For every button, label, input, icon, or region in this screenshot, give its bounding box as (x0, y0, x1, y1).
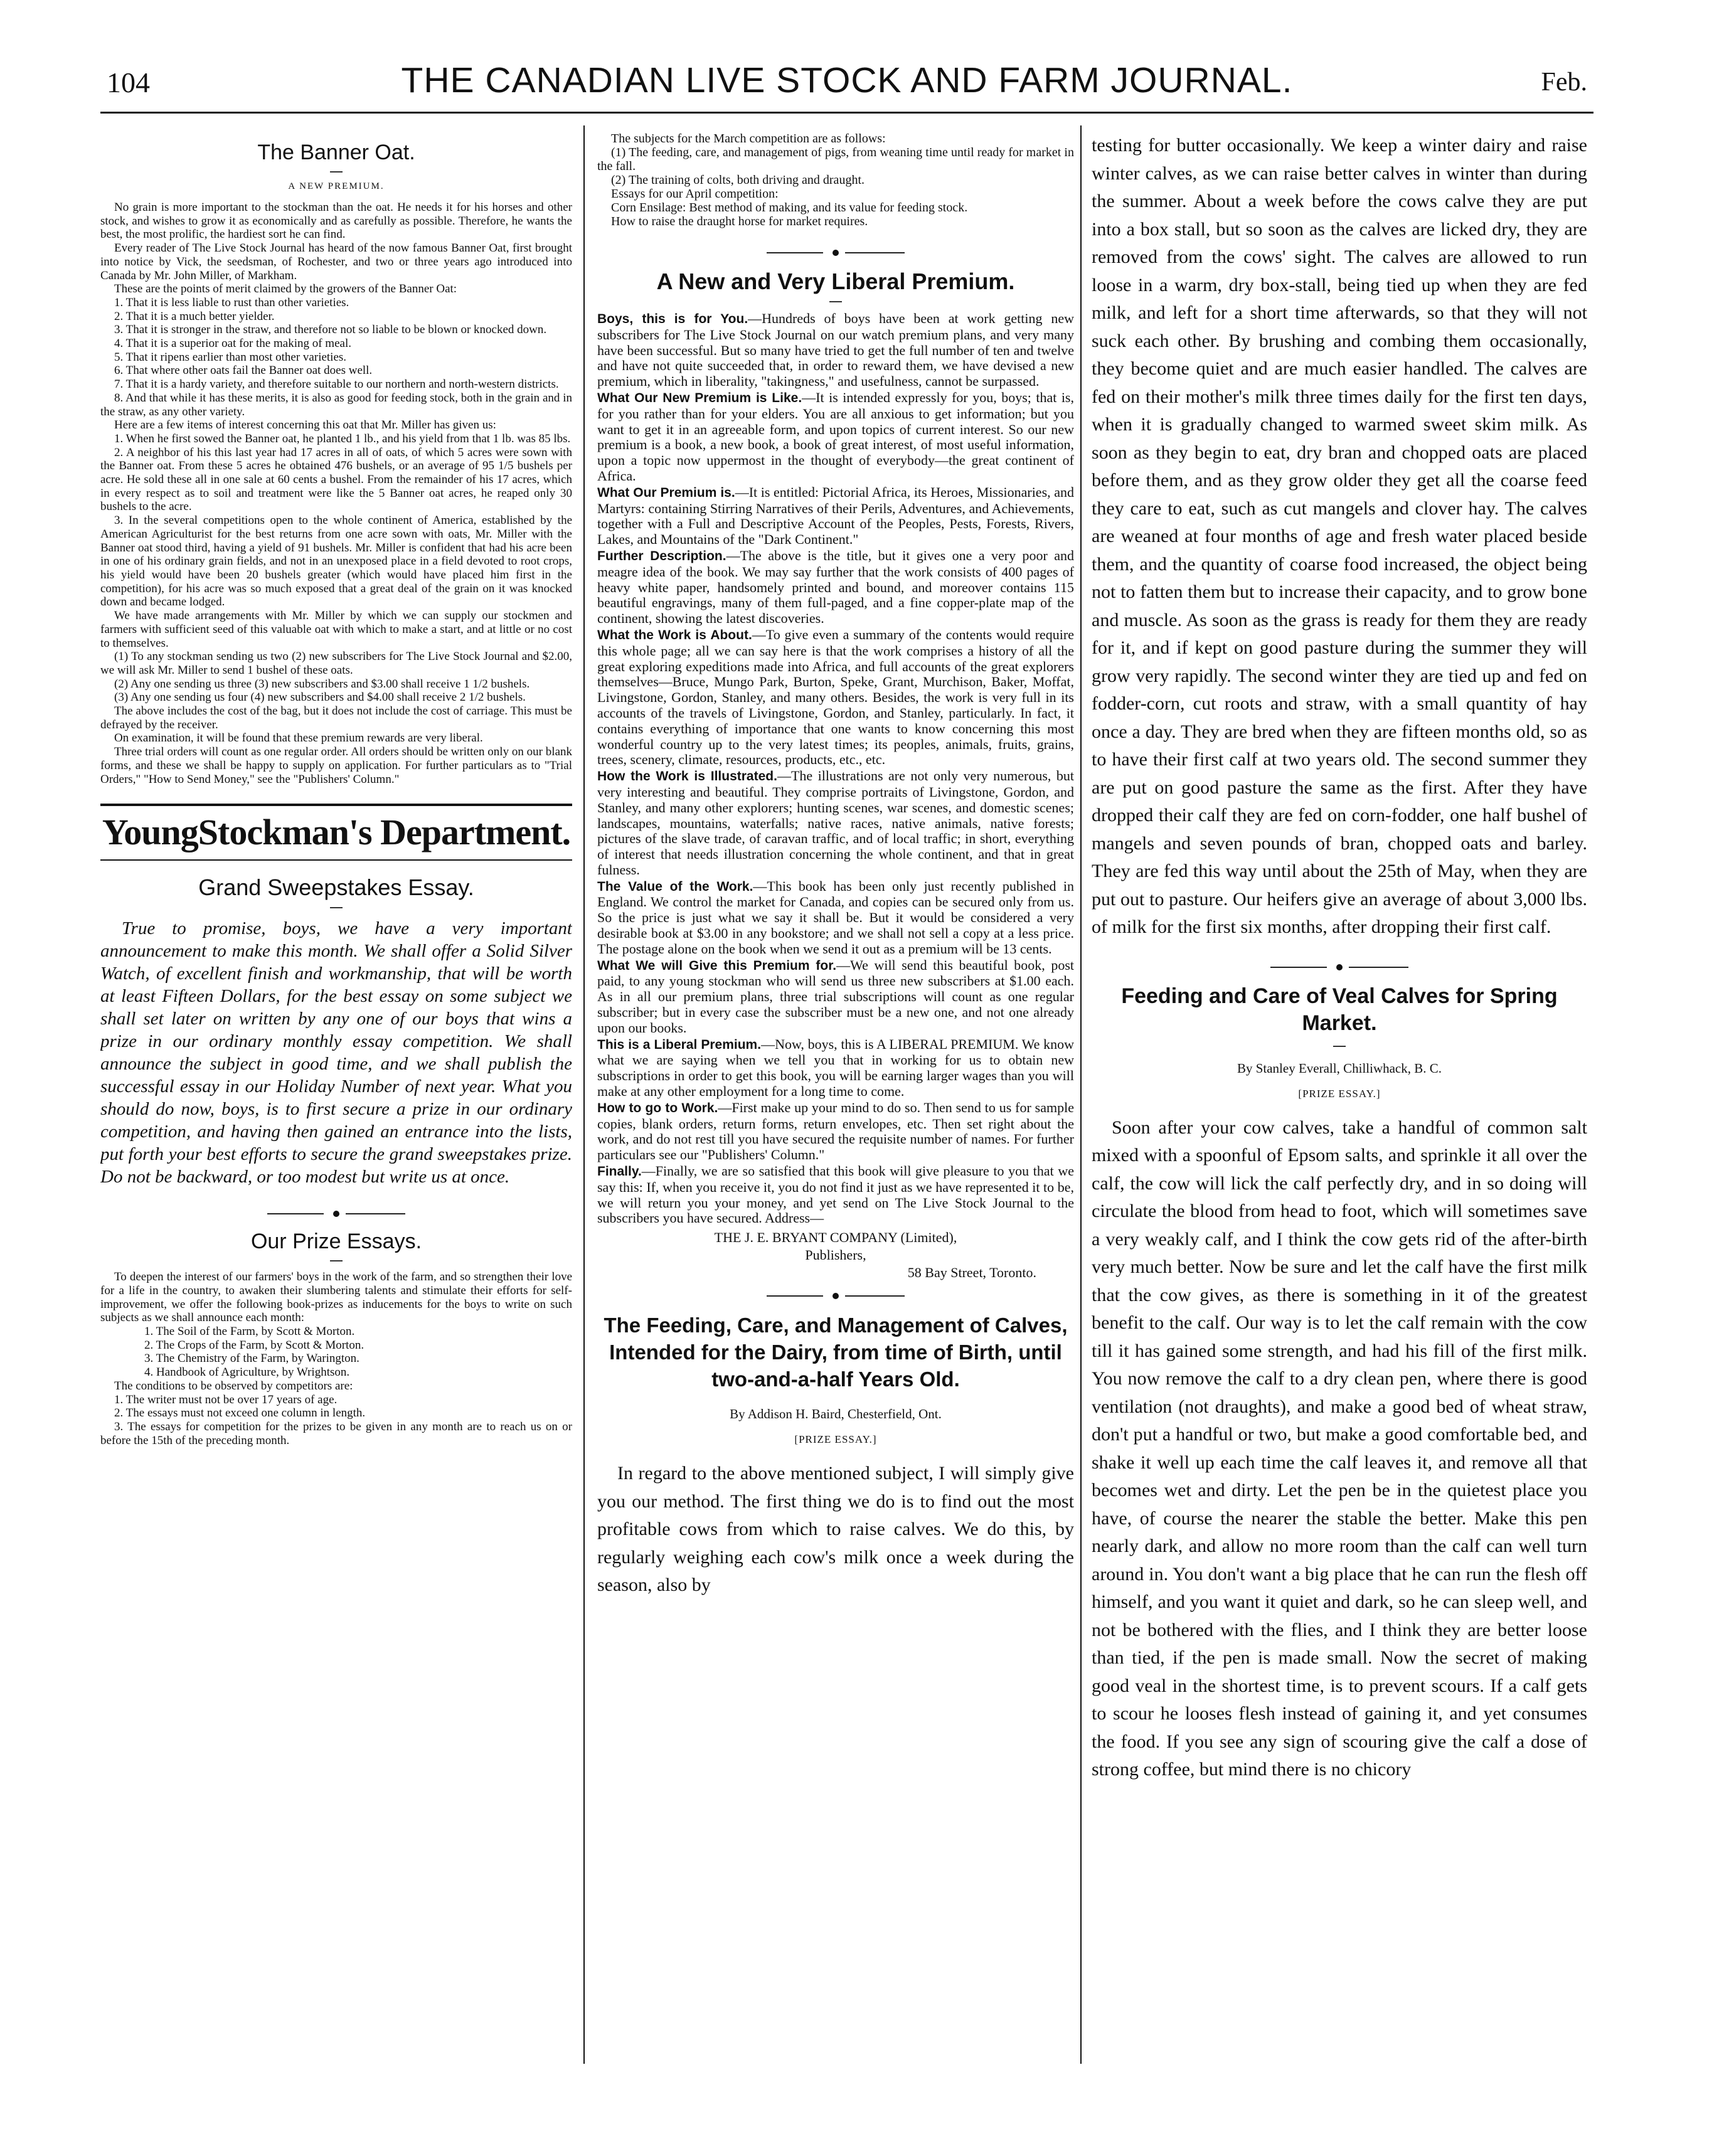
premium-paragraph: How the Work is Illustrated.—The illustrations are not only very numerous, but very interesting and beautiful. They comprise portraits of Livingstone, Gordon, and Stanley, and many other explorers; hunting scenes, war scenes, and domestic scenes; landscapes, mountains, waterfalls; native races, native animals, native forests; pictures of the slave trade, of caravan traffic, and of local traffic; in short, everything of interest that needs illustration concerning the whole continent, and that in great fulness. (597, 768, 1074, 878)
calves-continued (1092, 132, 1587, 942)
list-item: 2. That it is a much better yielder. (114, 309, 275, 323)
paragraph: In regard to the above mentioned subject, I will simply give you our method. The first thing we do is to find out the most profitable cows from which to raise calves. We do this, by regularly weighing each cow's milk once a week during the season, also by (597, 1463, 1074, 1596)
calves-title: The Feeding, Care, and Management of Calves, Intended for the Dairy, from time of Birth, until two-and-a-half Years Old. (604, 1314, 1068, 1391)
list-item: 5. That it ripens earlier than most other varieties. (114, 350, 347, 364)
veal-body (1092, 1114, 1587, 1784)
ornamental-divider (1270, 960, 1408, 974)
page-number: 104 (107, 66, 150, 98)
paragraph: (3) Any one sending us four (4) new subscribers and $4.00 shall receive 2 1/2 bushels. (114, 691, 526, 704)
paragraph: (1) To any stockman sending us two (2) new subscribers for The Live Stock Journal and $2.00, we will ask Mr. Miller to send 1 bushel of these oats. (100, 650, 572, 677)
header-rule (100, 112, 1593, 114)
publisher-signature (597, 1229, 1074, 1282)
ornamental-divider (267, 1207, 405, 1221)
list-item: 1. That it is less liable to rust than other varieties. (114, 295, 349, 309)
masthead (107, 60, 1587, 107)
company-name: THE J. E. BRYANT COMPANY (Limited), (714, 1229, 957, 1246)
premium-paragraph: Finally.—Finally, we are so satisfied that this book will give pleasure to you that we say this: If, when you receive it, you do not find it just as we have represented it to be, we will return you your money, and yet send on The Live Stock Journal to the subscribers you have secured. Address— (597, 1163, 1074, 1226)
section-rule (100, 859, 572, 861)
premium-paragraph: What We will Give this Premium for.—We will send this beautiful book, post paid, to any young stockman who will send us three new subscribers at $1.00 each. As in all our premium plans, three trial subscriptions will count as one regular subscriber; but in every case the subscriber must be a new one, and not one already upon our books. (597, 957, 1074, 1036)
article-body (100, 201, 572, 786)
paragraph: Soon after your cow calves, take a handful of common salt mixed with a spoonful of Epsom salts, and sprinkle it all over the calf, the cow will lick the calf perfectly dry, and in so doing will circulate the blood from head to foot, which will sometimes save a very weakly calf, and I think the cow gets rid of the after-birth very much better. Now be sure and let the calf have the first milk that the cow gives, as there is something in it of the greatest benefit to the calf. Our way is to let the calf remain with the cow till it has gained some strength, and had his fill of the first milk. You now remove the calf to a dry clean pen, where there is good ventilation (not draughts), and make a good bed of wheat straw, don't put a handful or two, but make a good comfortable bed, and shake it well up each time the calf leaves it, and remove all that becomes wet and dirty. Let the pen be in the quietest place you have, of course the nearer the stable the better. Make this pen nearly dark, and allow no more room than the calf can well turn around in. You don't want a big place that he can run the flesh off himself, and you want it quiet and dark, so he can sleep well, and not be bothered with the flies, and I think they are better loose than tied, if the pen is made small. Now the secret of making good veal in the shortest time, is to prevent scours. If a calf gets to scour he looses flesh instead of gaining it, and yet consumes the food. If you see any sign of scouring give the calf a dose of strong coffee, but mind there is no chicory (1092, 1117, 1587, 1780)
list-item: Essays for our April competition: (611, 187, 779, 201)
list-item: 1. The Soil of the Farm, by Scott & Morton. (144, 1325, 355, 1339)
list-item: 4. Handbook of Agriculture, by Wrightson. (144, 1366, 350, 1379)
paragraph: These are the points of merit claimed by the growers of the Banner Oat: (114, 282, 457, 296)
article-title: The Banner Oat. (257, 141, 415, 164)
banner-oat-article (100, 141, 572, 786)
premium-paragraph: This is a Liberal Premium.—Now, boys, this is A LIBERAL PREMIUM. We know what we are saying when we tell you that in working for us to obtain new subscriptions in order to get this book, you will be earning larger wages than you will make at any other employment for a long time to come. (597, 1036, 1074, 1100)
list-item: (2) The training of colts, both driving and draught. (611, 173, 864, 187)
list-item: (1) The feeding, care, and management of pigs, from weaning time until ready for market in the fall. (597, 146, 1074, 173)
paragraph: 1. When he first sowed the Banner oat, he planted 1 lb., and his yield from that 1 lb. was 85 lbs. (114, 432, 571, 445)
paragraph: (2) Any one sending us three (3) new subscribers and $3.00 shall receive 1 1/2 bushels. (114, 677, 530, 691)
premium-paragraph: Further Description.—The above is the title, but it gives one a very poor and meagre idea of the book. We may say further that the work consists of 400 pages of heavy white paper, handsomely printed and bound, and moreover contains 115 beautiful engravings, many of them full-paged, and a fine copper-plate map of the continent, showing the latest discoveries. (597, 547, 1074, 627)
paragraph: 3. In the several competitions open to the whole continent of America, established by the American Agriculturist for the best returns from one acre sown with oats, Mr. Miller with the Banner oat stood third, having a yield of 91 bushels. Mr. Miller is confident that had his acre been in one of his ordinary grain fields, and not in an unexposed place in a field devoted to root crops, his yield would have been 20 bushels greater (which would have placed him first in the competition), for his acre was so much exposed that a great deal of the grain on it was knocked down and became lodged. (100, 514, 572, 609)
column-divider-left (583, 125, 585, 2064)
paragraph: Three trial orders will count as one regular order. All orders should be written only on our blank forms, and these we shall be happy to supply on application. For further particulars as to "Trial Orders," "How to Send Money," see the "Publishers' Column." (100, 745, 572, 786)
prize-essay-tag: [PRIZE ESSAY.] (794, 1433, 877, 1446)
publisher-label: Publishers, (805, 1247, 866, 1263)
premium-paragraph: The Value of the Work.—This book has been only just recently published in England. We control the market for Canada, and copies can be secured only from us. So the price is just what we say it shall be. But it would be considered a very desirable book at $3.00 in any bookstore; and we shall not sell a copy at a less price. The postage alone on the book when we send it out as a premium will be 13 cents. (597, 878, 1074, 957)
journal-title: THE CANADIAN LIVE STOCK AND FARM JOURNAL. (401, 60, 1293, 100)
ornamental-divider (767, 1289, 905, 1303)
list-item: 2. The essays must not exceed one column in length. (114, 1406, 366, 1420)
paragraph: The conditions to be observed by competitors are: (114, 1379, 353, 1393)
ornamental-divider (767, 246, 905, 260)
premium-paragraph: What Our New Premium is Like.—It is intended expressly for you, boys; that is, for you rather than for your elders. You are all anxious to get information; but you want to get it in an agreeable form, and upon topics of current interest. So our new premium is a book, a new book, a book of great interest, of most useful information, upon a topic now uppermost in the thought of everybody—the great continent of Africa. (597, 389, 1074, 484)
paragraph: To deepen the interest of our farmers' boys in the work of the farm, and so strengthen their love for a life in the country, to awaken their slumbering talents and stimulate their efforts for self-improvement, we offer the following book-prizes as inducements for the boys to write on such subjects as we shall announce each month: (100, 1270, 572, 1325)
paragraph: True to promise, boys, we have a very important announcement to make this month. We shall offer a Solid Silver Watch, of excellent finish and workmanship, that will be worth at least Fifteen Dollars, for the best essay on some subject we shall set later on written by any one of our boys that wins a prize in our ordinary monthly essay competition. We shall announce the subject in good time, and we shall publish the successful essay in our Holiday Number of next year. What you should do now, boys, is to first secure a prize in our ordinary competition, and having then gained an entrance into the lists, put forth your best efforts to secure the grand sweepstakes prize. Do not be backward, or too modest but write us at once. (100, 918, 572, 1187)
divider (330, 1260, 343, 1261)
department-title: YoungStockman's Department. (102, 812, 571, 853)
prize-essays-title: Our Prize Essays. (250, 1229, 422, 1254)
list-item: 3. The essays for competition for the prizes to be given in any month are to reach us on or before the 15th of the preceding month. (100, 1420, 572, 1447)
issue-month: Feb. (1541, 68, 1587, 97)
section-rule (100, 804, 572, 806)
byline: By Stanley Everall, Chilliwhack, B. C. (1237, 1060, 1442, 1076)
premium-paragraph: What the Work is About.—To give even a summary of the contents would require this whole page; all we can say here is that the work comprises a history of all the great exploring expeditions made into Africa, and full accounts of the great explorers themselves—Bruce, Mungo Park, Burton, Speke, Grant, Murchison, Baker, Moffat, Livingstone, Gordon, Stanley, and many others. Besides, the work is very full in its accounts of the travels of Livingstone, Gordon, and Stanley, particularly. In fact, it contains everything of importance that one wants to know concerning this most wonderful country up to the very latest times; its peoples, animals, fruits, grains, trees, scenery, climate, resources, products, etc., etc. (597, 626, 1074, 768)
prize-essays-body (100, 1270, 572, 1447)
premium-title: A New and Very Liberal Premium. (656, 268, 1015, 294)
list-item: 3. The Chemistry of the Farm, by Warington. (144, 1352, 359, 1366)
paragraph: The above includes the cost of the bag, but it does not include the cost of carriage. This must be defrayed by the receiver. (100, 704, 572, 731)
paragraph: We have made arrangements with Mr. Miller by which we can supply our stockmen and farmers with sufficient seed of this valuable oat with which to make a start, and at little or no cost to themselves. (100, 609, 572, 650)
divider (829, 301, 842, 302)
list-item: 6. That where other oats fail the Banner oat does well. (114, 364, 373, 378)
list-item: 7. That it is a hardy variety, and therefore suitable to our northern and north-western districts. (114, 378, 559, 391)
prize-essay-tag: [PRIZE ESSAY.] (1298, 1087, 1381, 1100)
paragraph: Every reader of The Live Stock Journal has heard of the now famous Banner Oat, first brought into notice by Vick, the seedsman, of Rochester, and two or three years ago introduced into Canada by Mr. John Miller, of Markham. (100, 242, 572, 282)
veal-title: Feeding and Care of Veal Calves for Spring Market. (1121, 984, 1558, 1035)
list-item: 4. That it is a superior oat for the making of meal. (114, 337, 351, 351)
premium-paragraph: How to go to Work.—First make up your mind to do so. Then send to us for sample copies, blank orders, return forms, return envelopes, etc. Then set right about the work, and do not rest till you have secured the requisite number of names. For further particulars see our "Publishers' Column." (597, 1099, 1074, 1163)
paragraph: testing for butter occasionally. We keep a winter dairy and raise winter calves, as we can raise better calves in winter than during the summer. About a week before the cows calve they are put into a box stall, but so soon as the calves are licked dry, they are removed from the cows' sight. The calves are allowed to run loose in a warm, dry box-stall, being tied up when they are fed milk, and left for a short time afterwards, so that they will not suck each other. By brushing and combing them occasionally, they become quiet and are much easier handled. The calves are fed on their mother's milk three times daily for the first ten days, when it is gradually changed to warmed sweet skim milk. As soon as they begin to eat, dry bran and chopped oats are placed before them, and as they grow older they get all the coarse feed they care to eat, such as cut mangels and clover hay. The calves are weaned at four months of age and fresh water placed beside them, and the quantity of coarse food increased, the object being not to fatten them but to increase their capacity, and to grow bone and muscle. As soon as the grass is ready for them they are ready for it, and if kept on good pasture during the summer they will grow very rapidly. The second winter they are tied up and fed on fodder-corn, cut roots and straw, with a small quantity of hay once a day. They are bred when they are fifteen months old, so as to have their first calf at two years old. The second summer they are put on good pasture the same as the first. After they have dropped their calf they are fed on corn-fodder, one half bushel of mangels and seven pounds of bran, chopped oats and barley. They are fed this way until about the 25th of May, when they are put out to pasture. Our heifers give an average of about 3,000 lbs. of milk for the first six months, after dropping their first calf. (1092, 135, 1587, 937)
list-item: 1. The writer must not be over 17 years of age. (114, 1393, 338, 1406)
list-item: 8. And that while it has these merits, it is also as good for feeding stock, both in the grain and in the straw, as any other variety. (100, 391, 572, 418)
list-item: 3. That it is stronger in the straw, and therefore not so liable to be blown or knocked down. (114, 323, 547, 337)
paragraph: On examination, it will be found that these premium rewards are very liberal. (114, 731, 483, 745)
column-1 (100, 132, 572, 2076)
column-3 (1092, 132, 1587, 2076)
article-subtitle: A NEW PREMIUM. (288, 181, 385, 191)
list-item: How to raise the draught horse for market requires. (611, 215, 868, 228)
essay-title: Grand Sweepstakes Essay. (198, 874, 474, 901)
young-stockman-department (100, 811, 572, 1447)
paragraph: 2. A neighbor of his this last year had 17 acres in all of oats, of which 5 acres were sown with the Banner oat. From these 5 acres he obtained 476 bushels, or an average of 95 1/5 bushels per acre. He sold these all in one sale at 60 cents a bushel. From the remainder of his 17 acres, which in every respect as to soil and treatment were like the 5 Banner oat acres, he reaped only 30 bushels to the acre. (100, 445, 572, 514)
premium-body (597, 311, 1074, 1226)
divider (1333, 1046, 1346, 1047)
list-item: Corn Ensilage: Best method of making, and its value for feeding stock. (611, 201, 968, 215)
paragraph: No grain is more important to the stockman than the oat. He needs it for his horses and other stock, and wishes to grow it as economically and as carefully as possible. Therefore, he wants the best, the most prolific, the hardiest sort he can find. (100, 201, 572, 242)
paragraph: Here are a few items of interest concerning this oat that Mr. Miller has given us: (114, 418, 496, 432)
list-item: 2. The Crops of the Farm, by Scott & Morton. (144, 1338, 364, 1352)
essay-announcement (100, 917, 572, 1188)
premium-paragraph: What Our Premium is.—It is entitled: Pictorial Africa, its Heroes, Missionaries, and Martyrs: containing Stirring Narratives of their Perils, Adventures, and Achievements, together with a Full and Descriptive Account of the Peoples, Pests, Forests, Rivers, Lakes, and Mountains of the "Dark Continent." (597, 484, 1074, 548)
byline: By Addison H. Baird, Chesterfield, Ont. (730, 1406, 942, 1422)
divider (330, 171, 343, 173)
column-2 (597, 132, 1074, 2076)
march-competition (597, 132, 1074, 228)
company-address: 58 Bay Street, Toronto. (907, 1265, 1036, 1281)
paragraph: The subjects for the March competition are as follows: (611, 132, 886, 146)
premium-paragraph: Boys, this is for You.—Hundreds of boys have been at work getting new subscribers for The Live Stock Journal on our watch premium plans, and very many have been successful. But so many have tried to get the full number of ten and twelve and have not quite succeeded that, in order to reward them, we have devised a new premium, which in liberality, "takingness," and usefulness, cannot be surpassed. (597, 311, 1074, 390)
column-divider-right (1080, 125, 1082, 2064)
divider (330, 907, 343, 908)
calves-body (597, 1460, 1074, 1600)
book-list (100, 1325, 572, 1379)
